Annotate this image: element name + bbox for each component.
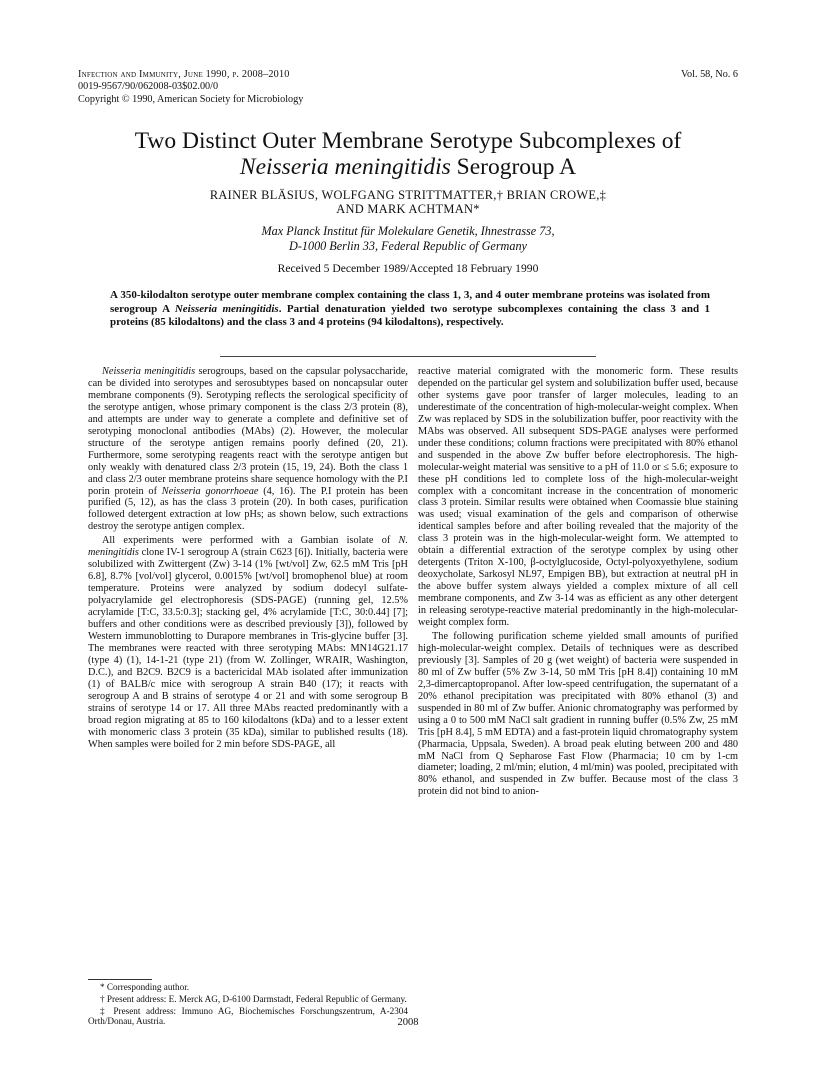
- body-paragraph-2: [88, 535, 408, 750]
- footnote-address-1: † Present address: E. Merck AG, D-6100 Darmstadt, Federal Republic of Germany.: [100, 993, 407, 1004]
- footnote-divider: [88, 979, 152, 980]
- title-line-2: [40, 154, 776, 180]
- authors-line-1: RAINER BLÄSIUS, WOLFGANG STRITTMATTER,† BRIAN CROWE,‡: [209, 188, 607, 202]
- author-list: [60, 188, 756, 217]
- volume-issue: Vol. 58, No. 6: [681, 69, 738, 80]
- paragraph-text: serogroups, based on the capsular polysaccharide, can be divided into serotypes and serosubtypes based on noncapsular outer membrane components (9). Serotyping reflects the serological specificity of the serotype antigen, whose primary component is the class 2/3 protein (8), and attempts are under way to generate a complete and definitive set of serotyping monoclonal antibodies (MAbs) (2). However, the molecular structure of the serotype antigen remains poorly defined (20, 21). Furthermore, some serotyping reagents react with the serotype antigen but only weakly with denatured class 2/3 protein (15, 19, 24). Both the class 1 and class 2/3 outer membrane proteins share sequence homology with the P.I porin protein of: [88, 366, 409, 497]
- paragraph-text: (4, 16). The P.I protein has been purified (5, 12), as has the class 3 protein (20). In both cases, purification followed detergent extraction at low pHs; as shown below, such extractions destroy the serotype antigen complex.: [88, 485, 409, 533]
- species-name: Neisseria gonorrhoeae: [161, 485, 259, 497]
- species-name: N. meningitidis: [88, 535, 408, 559]
- body-paragraph-3: reactive material comigrated with the monomeric form. These results depended on the particular gel system and solubilization buffer used, because other systems gave poor transfer of larger molecules, leading to an underestimate of the concentration of high-molecular-weight complex. When Zw was replaced by SDS in the solubilization buffer, poor reactivity with the MAbs was observed. All subsequent SDS-PAGE analyses were performed under these conditions; column fractions were precipitated with 80% ethanol and suspended in the above Zw buffer before electrophoresis. The high-molecular-weight material was sensitive to a pH of 11.0 or ≤ 5.6; exposure to these pH conditions led to complete loss of the high-molecular-weight complex with a concomitant increase in the concentration of monomeric class 3 protein. Similar results were obtained when Coomassie blue staining was used; visual examination of the gels and comparison of otherwise identical samples before and after boiling revealed that the majority of the class 3 protein was in the high-molecular-weight form. We attempted to obtain a differential extraction of the serotype complex by using other detergents (Triton X-100, β-octylglucoside, Octyl-polyoxyethylene, sodium deoxycholate, Sarkosyl NL97, Empigen BB), but extraction at neutral pH in the above buffer system always yielded a complex mixture of all cell membrane components, and Zw 3-14 was as efficient as any other detergent in releasing serotype-reactive material predominantly in the high-molecular-weight complex form.: [418, 366, 738, 629]
- journal-header: [78, 69, 738, 106]
- affiliation: [60, 224, 756, 253]
- article-title: [40, 128, 776, 180]
- abstract-species: Neisseria meningitidis: [174, 302, 279, 315]
- paragraph-text: clone IV-1 serogroup A (strain C623 [6]). Initially, bacteria were solubilized with Zwittergent (Zw) 3-14 (1% [wt/vol] Zw, 62.5 mM Tris [pH 6.8], 8.7% [vol/vol] glycerol, 0.0015% [wt/vol] bromophenol blue) at room temperature. Proteins were analyzed by sodium dodecyl sulfate-polyacrylamide gel electrophoresis (SDS-PAGE) (running gel, 12.5% acrylamide [T:C, 33.5:0.3]; stacking gel, 4% acrylamide [T:C, 30:0.44] [7]; buffers and other conditions were as described previously [3]), followed by Western immunoblotting to Durapore membranes in Tris-glycine buffer [3]. The membranes were reacted with three serotyping MAbs: MN14G21.17 (type 4) (1), 14-1-21 (type 21) (from W. Zollinger, WRAIR, Washington, D.C.), and B2C9. B2C9 is a bactericidal MAb isolated after immunization (1) of BALB/c mice with serogroup A strain B40 (17); it reacts with serogroup A and B strains of serotype 4 or 21 and with some serogroup B strains of serotype 14 or 17. All three MAbs reacted predominantly with a broad region migrating at 85 to 160 kilodaltons (kDa) and to a lesser extent with monomeric class 3 protein (35 kDa), similar to published results (18). When samples were boiled for 2 min before SDS-PAGE, all: [88, 547, 408, 750]
- article-code: 0019-9567/90/062008-03$02.00/0: [78, 81, 219, 93]
- abstract: [110, 289, 710, 330]
- page-number: 2008: [397, 1017, 419, 1028]
- body-column-right: [418, 366, 738, 798]
- journal-citation: Infection and Immunity, June 1990, p. 2008–2010: [78, 69, 290, 80]
- affiliation-line-1: Max Planck Institut für Molekulare Genetik, Ihnestrasse 73,: [261, 224, 555, 238]
- authors-line-2: AND MARK ACHTMAN*: [336, 202, 480, 217]
- footnote-address-2: ‡ Present address: Immuno AG, Biochemisches Forschungszentrum, A-2304 Orth/Donau, Austria.: [88, 1005, 408, 1027]
- copyright-line: Copyright © 1990, American Society for Microbiology: [78, 93, 304, 105]
- body-paragraph-4: The following purification scheme yielded small amounts of purified high-molecular-weight complex. Details of techniques were as described previously [3]. Samples of 20 g (wet weight) of bacteria were suspended in 80 ml of Zw buffer (5% Zw 3-14, 50 mM Tris [pH 8.4]) containing 10 mM 2,3-dimercaptopropanol. After low-speed centrifugation, the supernatant of a 20% ethanol precipitation was precipitated with 80% ethanol (3) and suspended in 80 ml of Zw buffer. Anionic chromatography was performed by using a 0 to 500 mM NaCl salt gradient in running buffer (0.5% Zw, 25 mM Tris [pH 8.4], 5 mM EDTA) and a fast-protein liquid chromatography system (Pharmacia, Uppsala, Sweden). A broad peak eluting between 200 and 480 mM NaCl from Q Sepharose Fast Flow (Pharmacia; 10 cm by 1-cm diameter; loading, 2 ml/min; elution, 4 ml/min) was pooled, precipitated with 80% ethanol, and suspended in Zw buffer. Because most of the class 3 protein did not bind to anion-: [418, 630, 738, 798]
- species-name: Neisseria meningitidis: [102, 366, 196, 377]
- title-species: Neisseria meningitidis: [239, 154, 451, 180]
- footnote-corresponding: * Corresponding author.: [100, 982, 190, 992]
- body-column-left: [88, 366, 408, 751]
- abstract-divider: [220, 356, 596, 357]
- title-line-2-rest: Serogroup A: [450, 154, 577, 180]
- abstract-part-2: . Partial denaturation yielded two serotype subcomplexes containing the class 3 and 1 proteins (85 kilodaltons) and the class 3 and 4 proteins (94 kilodaltons), respectively.: [110, 302, 710, 329]
- paragraph-text: All experiments were performed with a Gambian isolate of: [102, 535, 399, 547]
- affiliation-line-2: D-1000 Berlin 33, Federal Republic of Germany: [289, 238, 527, 253]
- received-dates: Received 5 December 1989/Accepted 18 February 1990: [277, 262, 539, 275]
- title-line-1: Two Distinct Outer Membrane Serotype Subcomplexes of: [134, 128, 682, 154]
- abstract-part-1: A 350-kilodalton serotype outer membrane complex containing the class 1, 3, and 4 outer membrane proteins was isolated from serogroup A: [110, 289, 710, 315]
- body-paragraph-1: [88, 366, 408, 533]
